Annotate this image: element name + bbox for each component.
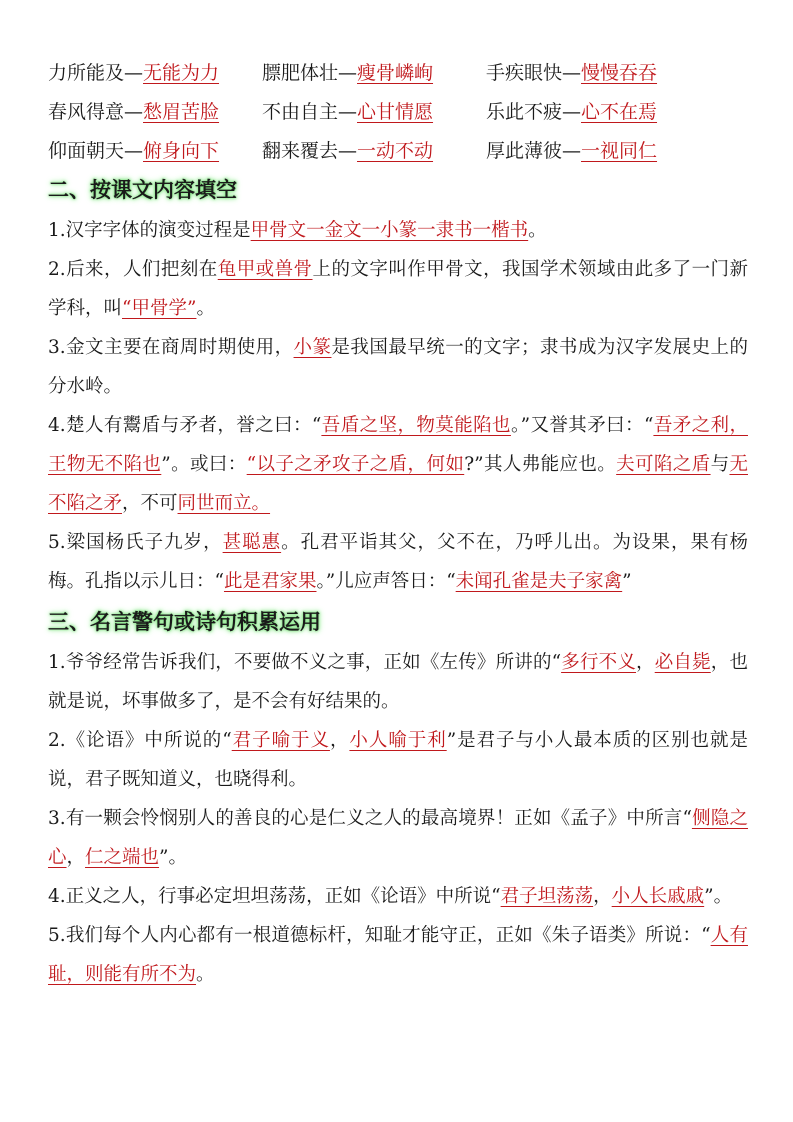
idiom-prompt: 不由自主— (262, 101, 358, 123)
question-text: 。”儿应声答日：“ (316, 571, 456, 592)
idiom-answer: 心不在焉 (581, 101, 658, 123)
idiom-answer: 愁眉苦脸 (143, 101, 220, 123)
answer-blank: 必自毙 (654, 652, 711, 673)
idiom-prompt: 力所能及— (48, 62, 144, 84)
answer-blank: “甲骨学” (122, 298, 197, 319)
question-text: 。孔君平诣其父，父不在，乃呼儿出。为设果，果有杨梅。孔指以示儿日：“ (48, 532, 748, 592)
answer-blank: 小人喻于利 (349, 730, 447, 751)
question-item (48, 916, 748, 994)
answer-blank: 人有耻，则能有所不为 (48, 925, 748, 985)
question-text: 。 (528, 220, 547, 241)
question-text: 3.金文主要在商周时期使用， (48, 337, 294, 358)
answer-blank: 吾矛之利，王物无不陷也 (48, 415, 748, 475)
idiom-answer: 一动不动 (357, 140, 434, 162)
idiom-prompt: 厚此薄彼— (486, 140, 582, 162)
idiom-pair (486, 136, 657, 163)
idiom-prompt: 乐此不疲— (486, 101, 582, 123)
idiom-row (48, 91, 748, 130)
question-text: ?”其人弗能应也。 (464, 454, 617, 475)
idiom-answer: 无能为力 (143, 62, 220, 84)
answer-blank: 君子坦荡荡 (500, 886, 594, 907)
answer-blank: 多行不义 (561, 652, 637, 673)
answer-blank: 小人长戚戚 (611, 886, 705, 907)
idiom-prompt: 手疾眼快— (486, 62, 582, 84)
question-text: 2.《论语》中所说的“ (48, 730, 232, 751)
idiom-prompt: 春风得意— (48, 101, 144, 123)
answer-blank: “以子之矛攻子之盾，何如 (246, 454, 465, 475)
idiom-row (48, 130, 748, 169)
answer-blank: 仁之端也 (85, 847, 160, 868)
answer-blank: 小篆 (293, 337, 332, 358)
question-text: 上的文字叫作甲骨文，我国学术领域由此多了一门新学科，叫 (48, 259, 748, 319)
idiom-prompt: 仰面朝天— (48, 140, 144, 162)
answer-blank: 龟甲或兽骨 (217, 259, 313, 280)
idiom-antonym-grid (48, 52, 748, 169)
question-item (48, 328, 748, 406)
question-item (48, 250, 748, 328)
idiom-answer: 一视同仁 (581, 140, 658, 162)
question-text: ， (66, 847, 86, 868)
quotation-section (48, 643, 748, 994)
idiom-pair (48, 58, 262, 85)
question-item (48, 211, 748, 250)
idiom-answer: 俯身向下 (143, 140, 220, 162)
question-text: ，也就是说，坏事做多了，是不会有好结果的。 (48, 652, 748, 712)
answer-blank: 此是君家果 (223, 571, 317, 592)
question-text: ，不可 (122, 493, 178, 514)
answer-blank: 甲骨文一金文一小篆一隶书一楷书 (250, 220, 529, 241)
idiom-pair (486, 58, 657, 85)
answer-blank: 未闻孔雀是夫子家禽 (455, 571, 623, 592)
section-heading: 二、按课文内容填空 (48, 178, 237, 202)
question-text: 5.我们每个人内心都有一根道德标杆，知耻才能守正，正如《朱子语类》所说：“ (48, 925, 711, 946)
answer-blank: 夫可陷之盾 (616, 454, 711, 475)
question-item (48, 406, 748, 523)
idiom-prompt: 翻来覆去— (262, 140, 358, 162)
fill-in-section (48, 211, 748, 601)
question-text: 。 (196, 298, 215, 319)
answer-blank: 吾盾之坚，物莫能陷也 (321, 415, 511, 436)
idiom-row (48, 52, 748, 91)
idiom-pair (486, 97, 657, 124)
question-text: ， (593, 886, 612, 907)
question-text: 2.后来，人们把刻在 (48, 259, 218, 280)
question-item (48, 523, 748, 601)
question-text: ， (636, 652, 655, 673)
question-text: ， (329, 730, 350, 751)
question-text: ”是君子与小人最本质的区别也就是说，君子既知道义，也晓得利。 (48, 730, 748, 790)
question-item (48, 799, 748, 877)
answer-blank: 侧隐之心 (48, 808, 748, 868)
idiom-pair (48, 136, 262, 163)
question-text: 4.正义之人，行事必定坦坦荡荡，正如《论语》中所说“ (48, 886, 501, 907)
question-text: 3.有一颗会怜悯别人的善良的心是仁义之人的最高境界！正如《孟子》中所言“ (48, 808, 692, 829)
answer-blank: 同世而立。 (177, 493, 271, 514)
answer-blank: 君子喻于义 (231, 730, 330, 751)
idiom-prompt: 膘肥体壮— (262, 62, 358, 84)
question-text: ”。 (159, 847, 188, 868)
answer-blank: 甚聪惠 (222, 532, 282, 553)
idiom-pair (262, 58, 486, 85)
idiom-pair (48, 97, 262, 124)
idiom-pair (262, 136, 486, 163)
question-text: 是我国最早统一的文字；隶书成为汉字发展史上的分水岭。 (48, 337, 748, 397)
idiom-pair (262, 97, 486, 124)
question-text: 5.梁国杨氏子九岁， (48, 532, 223, 553)
question-text: 1.爷爷经常告诉我们，不要做不义之事，正如《左传》所讲的“ (48, 652, 562, 673)
question-item (48, 643, 748, 721)
idiom-answer: 瘦骨嶙峋 (357, 62, 434, 84)
question-text: 4.楚人有鬻盾与矛者，誉之曰：“ (48, 415, 322, 436)
question-text: ”。 (704, 886, 733, 907)
question-item (48, 877, 748, 916)
question-text: 1.汉字字体的演变过程是 (48, 220, 251, 241)
worksheet-page (48, 52, 748, 994)
question-item (48, 721, 748, 799)
question-text: 。 (196, 964, 215, 985)
section-heading: 三、名言警句或诗句积累运用 (48, 610, 321, 634)
idiom-answer: 慢慢吞吞 (581, 62, 658, 84)
answer-blank: 无不陷之矛 (48, 454, 748, 514)
idiom-answer: 心甘情愿 (357, 101, 434, 123)
question-text: ”。或曰： (161, 454, 247, 475)
question-text: 。”又誉其矛曰：“ (510, 415, 654, 436)
question-text: 与 (710, 454, 730, 475)
question-text: ” (622, 571, 632, 592)
